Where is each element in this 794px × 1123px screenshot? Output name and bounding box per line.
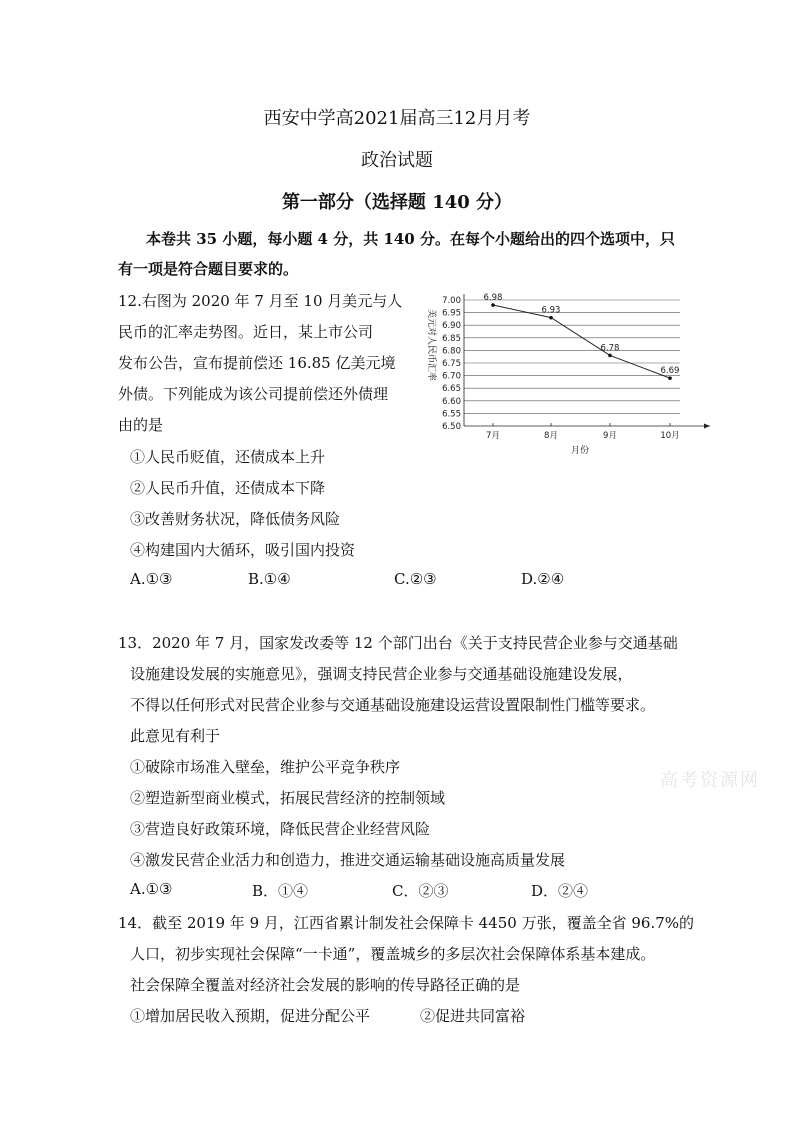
q13-stem-line: 设施建设发展的实施意见》，强调支持民营企业参与交通基础设施建设发展， <box>130 665 633 683</box>
chart-x-axis-label: 月份 <box>570 446 590 456</box>
q12-item-4: ④构建国内大循环，吸引国内投资 <box>130 541 356 559</box>
y-tick-label: 6.95 <box>442 308 461 319</box>
q12-option-b[interactable]: B.①④ <box>248 570 291 588</box>
watermark-text: 高考资源网 <box>660 770 760 791</box>
q13-stem-line: 13．2020 年 7 月，国家发改委等 12 个部门出台《关于支持民营企业参与交通基础 <box>118 634 678 652</box>
q13-stem-line: 此意见有利于 <box>130 727 221 745</box>
chart-y-tick-labels <box>442 296 461 432</box>
x-axis-arrow <box>704 424 710 429</box>
data-point <box>668 376 672 380</box>
data-label: 6.93 <box>541 305 561 316</box>
series-data-labels <box>484 293 680 376</box>
y-tick-label: 6.55 <box>442 409 461 420</box>
x-tick-label: 9月 <box>603 431 617 441</box>
q13-item-2: ②塑造新型商业模式，拓展民营经济的控制领域 <box>130 789 446 807</box>
q13-item-4: ④激发民营企业活力和创造力，推进交通运输基础设施高质量发展 <box>130 851 566 869</box>
q12-item-3: ③改善财务状况，降低债务风险 <box>130 510 341 528</box>
chart-x-tick-labels <box>486 431 680 441</box>
subject-title: 政治试题 <box>361 150 433 171</box>
data-point <box>491 303 495 307</box>
q12-stem-line: 民币的汇率走势图。近日，某上市公司 <box>118 323 374 341</box>
data-point <box>608 354 612 358</box>
y-tick-label: 6.60 <box>442 396 461 407</box>
y-tick-label: 6.85 <box>442 333 461 344</box>
q14-item-1: ①增加居民收入预期，促进分配公平 <box>130 1007 371 1025</box>
q12-option-c[interactable]: C.②③ <box>394 570 437 588</box>
q12-item-1: ①人民币贬值，还债成本上升 <box>130 448 326 466</box>
q14-stem-line: 社会保障全覆盖对经济社会发展的影响的传导路径正确的是 <box>130 976 521 994</box>
q13-option-c[interactable]: C．②③ <box>392 882 449 900</box>
q12-stem-line: 由的是 <box>118 416 164 434</box>
q12-option-d[interactable]: D.②④ <box>521 570 565 588</box>
q13-option-a[interactable]: A.①③ <box>130 880 173 898</box>
y-tick-label: 6.80 <box>442 346 461 357</box>
q14-stem-line: 14．截至 2019 年 9 月，江西省累计制发社会保障卡 4450 万张，覆盖全省 96.7%的 <box>118 914 695 932</box>
chart-axes <box>464 294 710 429</box>
y-tick-label: 6.75 <box>442 359 461 369</box>
y-tick-label: 6.70 <box>442 371 461 382</box>
x-tick-label: 8月 <box>544 431 558 441</box>
exam-title: 西安中学高2021届高三12月月考 <box>263 108 531 129</box>
data-label: 6.69 <box>660 366 680 377</box>
data-label: 6.98 <box>483 293 503 304</box>
q13-stem-line: 不得以任何形式对民营企业参与交通基础设施建设运营设置限制性门槛等要求。 <box>130 696 656 714</box>
part-title: 第一部分（选择题 140 分） <box>281 192 513 213</box>
q14-stem-line: 人口，初步实现社会保障“一卡通”，覆盖城乡的多层次社会保障体系基本建成。 <box>130 945 656 963</box>
x-tick-label: 7月 <box>486 431 500 441</box>
chart-y-axis-label: 美元对人民币汇率 <box>426 308 436 382</box>
q12-item-2: ②人民币升值，还债成本下降 <box>130 479 326 497</box>
q13-option-b[interactable]: B．①④ <box>252 882 309 900</box>
q12-stem-line: 发布公告，宣布提前偿还 16.85 亿美元境 <box>118 354 396 372</box>
q13-option-d[interactable]: D．②④ <box>531 882 589 900</box>
y-tick-label: 6.90 <box>442 321 461 332</box>
x-tick-label: 10月 <box>660 431 680 441</box>
data-label: 6.78 <box>600 343 620 354</box>
y-tick-label: 6.65 <box>442 384 461 395</box>
q13-item-1: ①破除市场准入壁垒，维护公平竞争秩序 <box>130 758 401 776</box>
instructions-line-1: 本卷共 35 小题，每小题 4 分，共 140 分。在每个小题给出的四个选项中，只 <box>146 230 675 248</box>
y-tick-label: 6.50 <box>442 422 461 432</box>
chart-gridlines <box>464 300 680 413</box>
q13-item-3: ③营造良好政策环境，降低民营企业经营风险 <box>130 820 431 838</box>
q12-stem-line: 外债。下列能成为该公司提前偿还外债理 <box>118 385 389 403</box>
instructions-line-2: 有一项是符合题目要求的。 <box>118 260 299 278</box>
exchange-rate-line-chart <box>418 288 718 460</box>
y-tick-label: 7.00 <box>442 296 461 306</box>
data-point <box>549 316 553 320</box>
series-line <box>493 305 670 378</box>
q12-option-a[interactable]: A.①③ <box>130 570 173 588</box>
q14-item-2: ②促进共同富裕 <box>420 1007 526 1025</box>
q12-stem-line: 12.右图为 2020 年 7 月至 10 月美元与人 <box>118 292 403 310</box>
